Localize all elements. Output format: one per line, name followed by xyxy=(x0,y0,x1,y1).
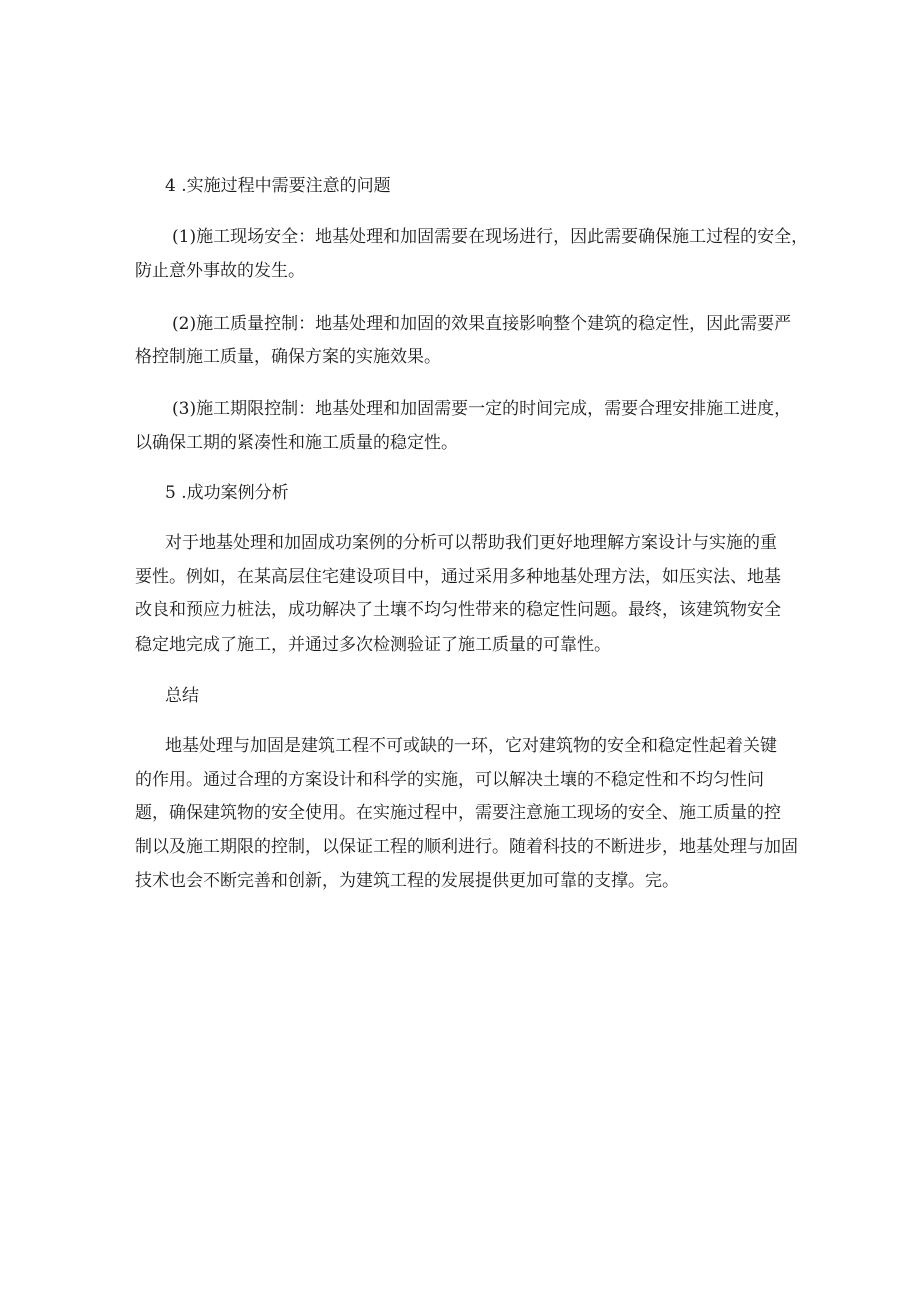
section-heading-4: 4 .实施过程中需要注意的问题 xyxy=(165,176,391,196)
summary-paragraph-line-1: 地基处理与加固是建筑工程不可或缺的一环，它对建筑物的安全和稳定性起着关键 xyxy=(165,736,777,756)
item-1-line-1: (1)施工现场安全：地基处理和加固需要在现场进行，因此需要确保施工过程的安全， xyxy=(172,227,809,247)
case-paragraph-line-4: 稳定地完成了施工，并通过多次检测验证了施工质量的可靠性。 xyxy=(135,635,611,655)
case-paragraph-line-3: 改良和预应力桩法，成功解决了土壤不均匀性带来的稳定性问题。最终，该建筑物安全 xyxy=(135,600,781,620)
summary-paragraph-line-4: 制以及施工期限的控制，以保证工程的顺利进行。随着科技的不断进步，地基处理与加固 xyxy=(135,837,798,857)
item-1-line-2: 防止意外事故的发生。 xyxy=(135,261,305,281)
item-3-line-1: (3)施工期限控制：地基处理和加固需要一定的时间完成，需要合理安排施工进度， xyxy=(172,399,792,419)
case-paragraph-line-2: 要性。例如，在某高层住宅建设项目中，通过采用多种地基处理方法，如压实法、地基 xyxy=(135,567,781,587)
item-2-line-2: 格控制施工质量，确保方案的实施效果。 xyxy=(135,347,441,367)
case-paragraph-line-1: 对于地基处理和加固成功案例的分析可以帮助我们更好地理解方案设计与实施的重 xyxy=(165,533,777,553)
summary-paragraph-line-2: 的作用。通过合理的方案设计和科学的实施，可以解决土壤的不稳定性和不均匀性问 xyxy=(135,770,764,790)
summary-paragraph-line-5: 技术也会不断完善和创新，为建筑工程的发展提供更加可靠的支撑。完。 xyxy=(135,871,679,891)
summary-paragraph-line-3: 题，确保建筑物的安全使用。在实施过程中，需要注意施工现场的安全、施工质量的控 xyxy=(135,803,781,823)
item-2-line-1: (2)施工质量控制：地基处理和加固的效果直接影响整个建筑的稳定性，因此需要严 xyxy=(172,314,792,334)
section-heading-5: 5 .成功案例分析 xyxy=(165,483,289,503)
item-3-line-2: 以确保工期的紧凑性和施工质量的稳定性。 xyxy=(135,433,458,453)
summary-heading: 总结 xyxy=(165,686,199,706)
